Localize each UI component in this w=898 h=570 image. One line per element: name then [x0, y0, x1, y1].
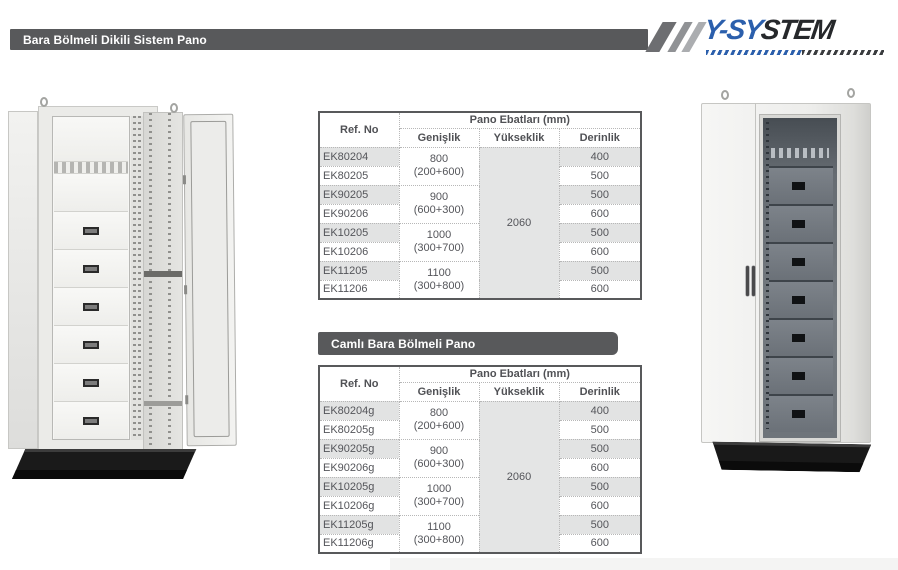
module-plate [54, 363, 128, 401]
lifting-eyebolt-icon [721, 90, 729, 100]
height-cell: 2060 [479, 147, 559, 299]
section-title: Bara Bölmeli Dikili Sistem Pano [23, 32, 207, 47]
ref-no-cell: EK80205g [319, 420, 399, 439]
vent-slot-strip [54, 161, 128, 173]
module-plate [54, 287, 128, 325]
logo-wordmark [702, 14, 836, 46]
ref-no-cell: EK80204g [319, 401, 399, 420]
width-split: (200+600) [413, 166, 465, 178]
depth-cell: 500 [559, 166, 641, 185]
depth-cell: 600 [559, 242, 641, 261]
cabinet-side-panel [8, 111, 38, 449]
module-plate [54, 325, 128, 363]
dimensions-table [318, 365, 642, 554]
open-cabinet-photo [8, 95, 240, 487]
door-seam [755, 103, 756, 443]
width-split: (300+700) [413, 242, 465, 254]
cable-bay [143, 112, 183, 450]
width-total: 1000 [426, 483, 452, 496]
width-total: 900 [429, 445, 449, 458]
module-plate [54, 117, 128, 161]
module-latch [83, 303, 99, 311]
width-cell [399, 439, 479, 477]
module-plate [769, 356, 833, 394]
cross-member [144, 271, 182, 277]
width-cell [399, 185, 479, 223]
column-header-ref: Ref. No [319, 366, 399, 401]
width-cell [399, 261, 479, 299]
width-total: 1000 [426, 229, 452, 242]
width-total: 1100 [427, 267, 451, 280]
module-latch [792, 220, 805, 228]
logo-dashes-icon [802, 50, 884, 55]
column-header-width: Genişlik [399, 128, 479, 147]
width-cell [399, 477, 479, 515]
depth-cell: 500 [559, 261, 641, 280]
ref-no-cell: EK80205 [319, 166, 399, 185]
ref-no-cell: EK90205 [319, 185, 399, 204]
door-hinge [184, 285, 187, 294]
depth-cell: 600 [559, 280, 641, 299]
plinth-base [12, 470, 202, 479]
width-cell [399, 515, 479, 553]
lifting-eyebolt-icon [847, 88, 855, 98]
depth-cell: 500 [559, 420, 641, 439]
module-latch [792, 182, 805, 190]
cabinet-plinth [12, 449, 202, 479]
module-latch [792, 334, 805, 342]
module-plate [769, 280, 833, 318]
logo-dashes-icon [706, 50, 802, 55]
width-split: (600+300) [413, 458, 465, 470]
door-handle [752, 266, 755, 296]
perforated-rail [133, 116, 136, 440]
column-header-height: Yükseklik [479, 128, 559, 147]
perforated-rail [168, 113, 171, 449]
ref-no-cell: EK90205g [319, 439, 399, 458]
vent-slot-strip [771, 148, 829, 158]
width-cell [399, 223, 479, 261]
width-split: (200+600) [413, 420, 465, 432]
lifting-eyebolt-icon [40, 97, 48, 107]
module-plate [54, 249, 128, 287]
section-title: Camlı Bara Bölmeli Pano [331, 336, 476, 351]
module-plate-stack [54, 117, 128, 439]
door-hinge [185, 395, 188, 404]
depth-cell: 600 [559, 534, 641, 553]
column-header-depth: Derinlik [559, 128, 641, 147]
door-inner-panel [190, 121, 229, 437]
width-split: (600+300) [413, 204, 465, 216]
module-plate [769, 394, 833, 432]
column-group-header: Pano Ebatları (mm) [399, 112, 641, 128]
lifting-eyebolt-icon [170, 103, 178, 113]
module-plate [769, 318, 833, 356]
depth-cell: 600 [559, 496, 641, 515]
module-latch [792, 296, 805, 304]
depth-cell: 600 [559, 204, 641, 223]
logo-text-blue: Y-SY [701, 14, 764, 45]
plinth-base [709, 461, 871, 473]
module-latch [792, 410, 805, 418]
height-cell: 2060 [479, 401, 559, 553]
module-plate [769, 166, 833, 204]
depth-cell: 500 [559, 477, 641, 496]
module-latch [83, 265, 99, 273]
plinth-highlight [12, 449, 202, 452]
ref-no-cell: EK90206 [319, 204, 399, 223]
module-latch [83, 379, 99, 387]
door-handle [746, 266, 749, 296]
column-header-height: Yükseklik [479, 382, 559, 401]
depth-cell: 400 [559, 401, 641, 420]
width-split: (300+800) [413, 279, 465, 292]
cabinet-plinth [709, 442, 871, 473]
y-system-logo [648, 8, 894, 60]
table-row [319, 147, 641, 166]
ref-no-cell: EK10205 [319, 223, 399, 242]
depth-cell: 500 [559, 223, 641, 242]
module-plate-stack [769, 166, 833, 434]
ref-no-cell: EK10206g [319, 496, 399, 515]
ref-no-cell: EK80204 [319, 147, 399, 166]
module-plate [769, 242, 833, 280]
cabinet-open-door [183, 114, 236, 447]
module-plate [54, 211, 128, 249]
ref-no-cell: EK11206g [319, 534, 399, 553]
page-bottom-shade [390, 558, 898, 570]
width-split: (300+700) [413, 496, 465, 508]
width-cell [399, 401, 479, 439]
module-plate [54, 173, 128, 211]
ref-no-cell: EK90206g [319, 458, 399, 477]
perforated-rail [149, 113, 152, 449]
depth-cell: 600 [559, 458, 641, 477]
module-plate [769, 204, 833, 242]
logo-text-dark: STEM [759, 14, 836, 45]
ref-no-cell: EK10206 [319, 242, 399, 261]
cabinet-interior-opening [52, 116, 130, 440]
module-plate [54, 401, 128, 439]
depth-cell: 500 [559, 515, 641, 534]
section-title-bar [10, 29, 648, 50]
width-total: 800 [429, 153, 449, 166]
module-latch [83, 341, 99, 349]
module-latch [83, 417, 99, 425]
width-total: 800 [429, 407, 449, 420]
ref-no-cell: EK11205 [319, 261, 399, 280]
depth-cell: 500 [559, 185, 641, 204]
depth-cell: 400 [559, 147, 641, 166]
module-latch [83, 227, 99, 235]
section-title-bar [318, 332, 618, 355]
cross-member [144, 401, 182, 406]
column-header-depth: Derinlik [559, 382, 641, 401]
column-group-header: Pano Ebatları (mm) [399, 366, 641, 382]
glass-window [763, 118, 837, 438]
door-hinge [183, 175, 186, 184]
mounting-rail [131, 116, 143, 440]
glass-window-frame [759, 114, 841, 442]
column-header-width: Genişlik [399, 382, 479, 401]
table-row [319, 401, 641, 420]
width-total: 900 [429, 191, 449, 204]
width-total: 1100 [427, 521, 451, 534]
width-cell [399, 147, 479, 185]
width-split: (300+800) [413, 533, 465, 546]
glass-door-cabinet-photo [695, 88, 893, 480]
ref-no-cell: EK11205g [319, 515, 399, 534]
module-latch [792, 258, 805, 266]
ref-no-cell: EK10205g [319, 477, 399, 496]
dimensions-table [318, 111, 642, 300]
module-latch [792, 372, 805, 380]
ref-no-cell: EK11206 [319, 280, 399, 299]
depth-cell: 500 [559, 439, 641, 458]
perforated-rail [138, 116, 141, 440]
column-header-ref: Ref. No [319, 112, 399, 147]
